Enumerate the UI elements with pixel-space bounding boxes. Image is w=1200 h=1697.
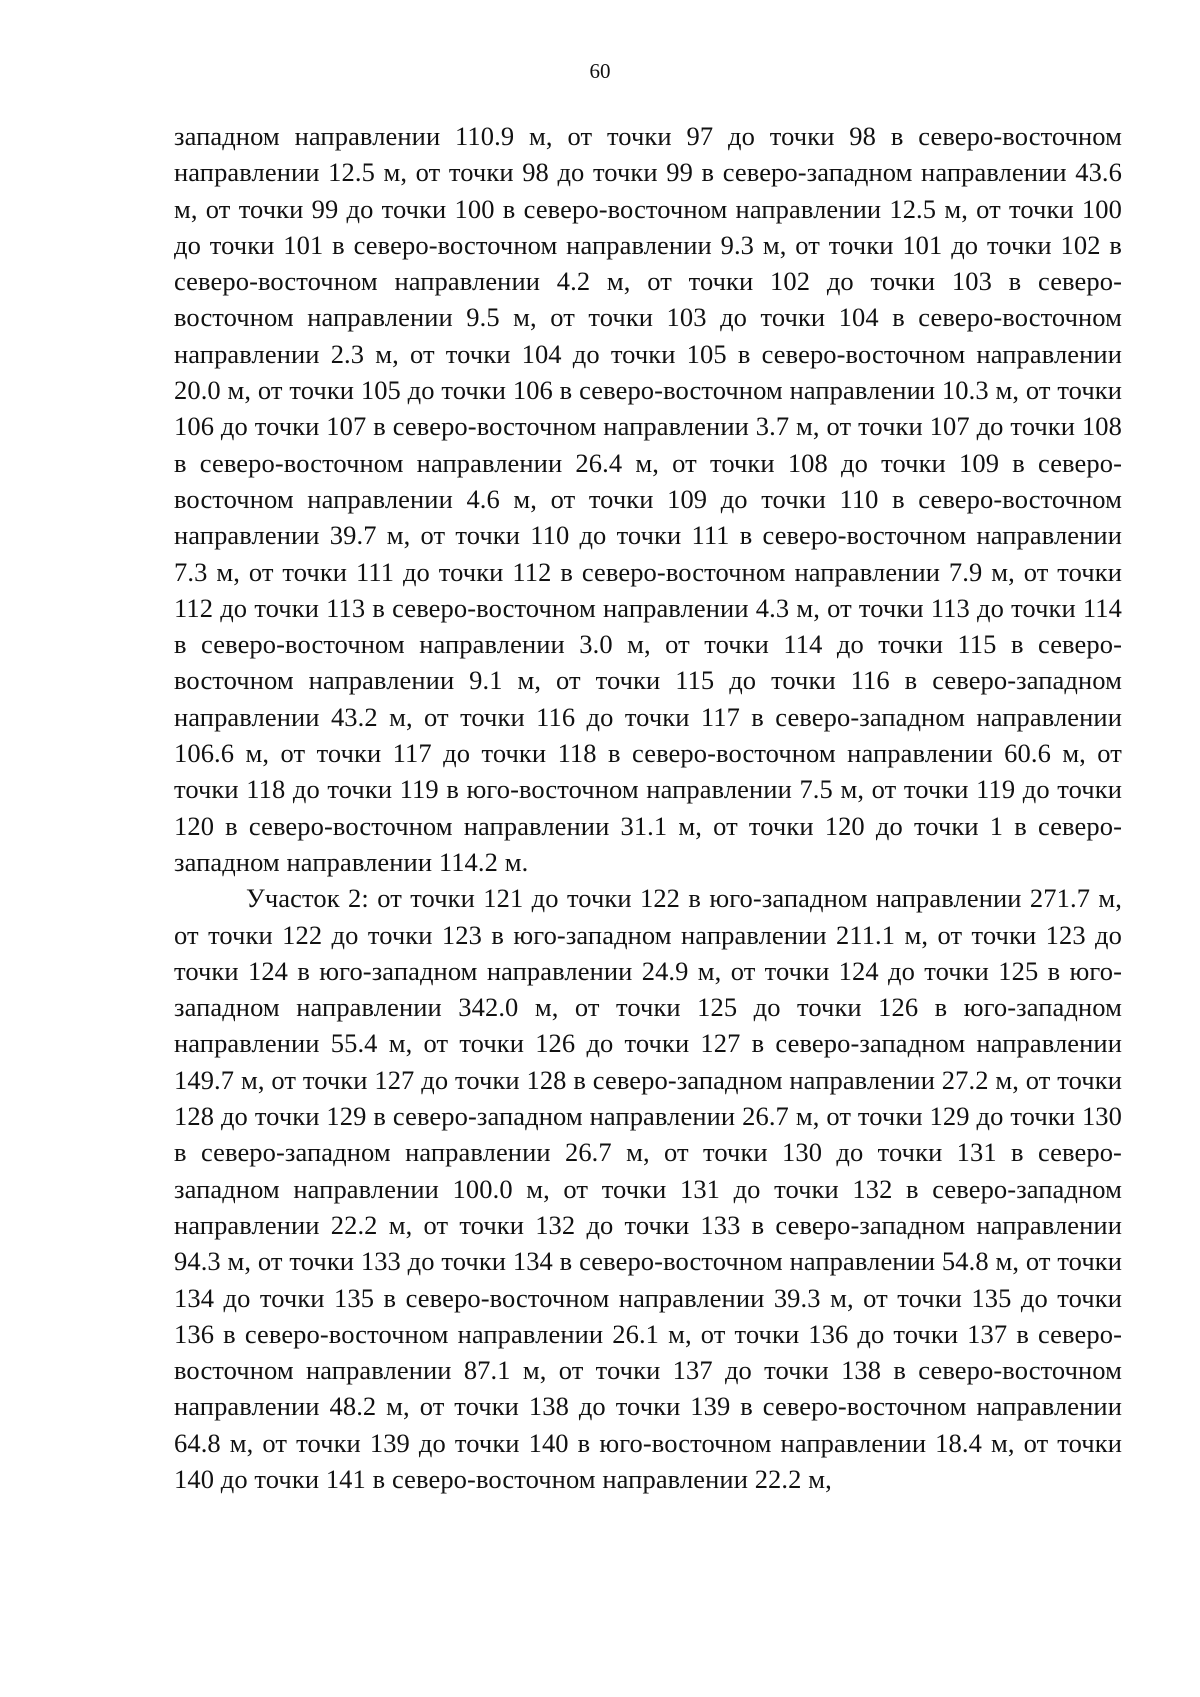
document-body [174, 118, 1122, 1497]
paragraph-section-2: Участок 2: от точки 121 до точки 122 в юго-западном направлении 271.7 м, от точки 122 до точки 123 в юго-западном направлении 211.1 м, от точки 123 до точки 124 в юго-западном направлении 24.9 м, от точки 124 до точки 125 в юго-западном направлении 342.0 м, от точки 125 до точки 126 в юго-западном направлении 55.4 м, от точки 126 до точки 127 в северо-западном направлении 149.7 м, от точки 127 до точки 128 в северо-западном направлении 27.2 м, от точки 128 до точки 129 в северо-западном направлении 26.7 м, от точки 129 до точки 130 в северо-западном направлении 26.7 м, от точки 130 до точки 131 в северо-западном направлении 100.0 м, от точки 131 до точки 132 в северо-западном направлении 22.2 м, от точки 132 до точки 133 в северо-западном направлении 94.3 м, от точки 133 до точки 134 в северо-восточном направлении 54.8 м, от точки 134 до точки 135 в северо-восточном направлении 39.3 м, от точки 135 до точки 136 в северо-восточном направлении 26.1 м, от точки 136 до точки 137 в северо-восточном направлении 87.1 м, от точки 137 до точки 138 в северо-восточном направлении 48.2 м, от точки 138 до точки 139 в северо-восточном направлении 64.8 м, от точки 139 до точки 140 в юго-восточном направлении 18.4 м, от точки 140 до точки 141 в северо-восточном направлении 22.2 м, [174, 883, 1122, 1494]
page-number: 60 [589, 59, 611, 83]
paragraph-continuation: западном направлении 110.9 м, от точки 97 до точки 98 в северо-восточном направлении 12.5 м, от точки 98 до точки 99 в северо-западном направлении 43.6 м, от точки 99 до точки 100 в северо-восточном направлении 12.5 м, от точки 100 до точки 101 в северо-восточном направлении 9.3 м, от точки 101 до точки 102 в северо-восточном направлении 4.2 м, от точки 102 до точки 103 в северо-восточном направлении 9.5 м, от точки 103 до точки 104 в северо-восточном направлении 2.3 м, от точки 104 до точки 105 в северо-восточном направлении 20.0 м, от точки 105 до точки 106 в северо-восточном направлении 10.3 м, от точки 106 до точки 107 в северо-восточном направлении 3.7 м, от точки 107 до точки 108 в северо-восточном направлении 26.4 м, от точки 108 до точки 109 в северо-восточном направлении 4.6 м, от точки 109 до точки 110 в северо-восточном направлении 39.7 м, от точки 110 до точки 111 в северо-восточном направлении 7.3 м, от точки 111 до точки 112 в северо-восточном направлении 7.9 м, от точки 112 до точки 113 в северо-восточном направлении 4.3 м, от точки 113 до точки 114 в северо-восточном направлении 3.0 м, от точки 114 до точки 115 в северо-восточном направлении 9.1 м, от точки 115 до точки 116 в северо-западном направлении 43.2 м, от точки 116 до точки 117 в северо-западном направлении 106.6 м, от точки 117 до точки 118 в северо-восточном направлении 60.6 м, от точки 118 до точки 119 в юго-восточном направлении 7.5 м, от точки 119 до точки 120 в северо-восточном направлении 31.1 м, от точки 120 до точки 1 в северо-западном направлении 114.2 м. [174, 121, 1122, 877]
